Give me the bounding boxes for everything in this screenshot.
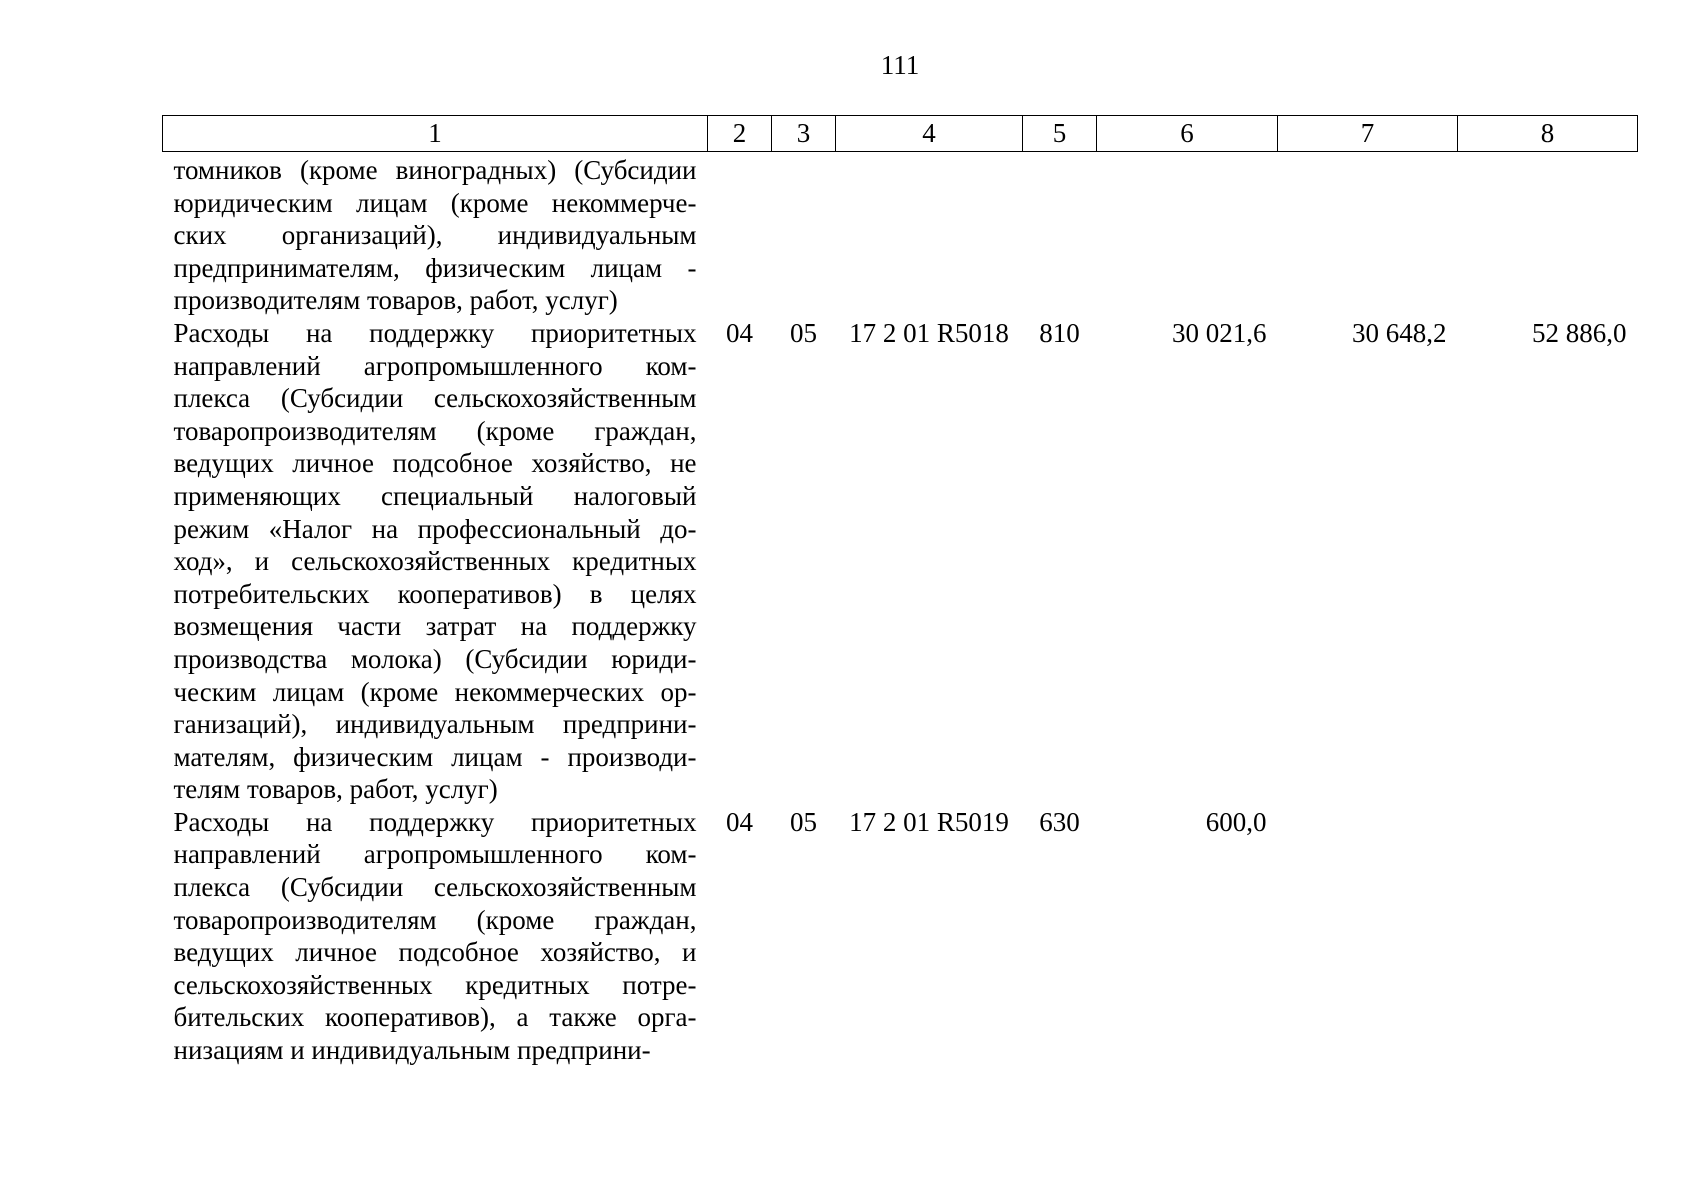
desc-line: низациям и индивидуальным предприни- [173,1035,651,1066]
amount-year-2: 30 648,2 [1352,317,1447,348]
column-header-2: 2 [708,116,772,152]
desc-line: юридическим лицам (кроме некоммерче- [173,187,697,218]
column-header-8: 8 [1458,116,1638,152]
desc-line: товаропроизводителям (кроме граждан, [173,904,697,935]
expense-type-code: 630 [1039,806,1080,837]
column-header-3: 3 [772,116,836,152]
desc-line: производства молока) (Субсидии юриди- [173,643,697,674]
expense-type-code [1023,152,1097,317]
column-header-1: 1 [163,116,708,152]
column-header-7: 7 [1278,116,1458,152]
expense-type-code: 810 [1039,317,1080,348]
desc-line: ганизаций), индивидуальным предприни- [173,709,697,740]
row-description [163,317,708,806]
target-article-code: 17 2 01 R5018 [849,317,1009,348]
desc-line: производителям товаров, работ, услуг) [173,285,618,316]
desc-line: применяющих специальный налоговый [173,480,697,511]
desc-line: режим «Налог на профессиональный до- [173,513,697,544]
desc-line: направлений агропромышленного ком- [173,839,697,870]
amount-year-2 [1278,152,1458,317]
amount-year-3: 52 886,0 [1532,317,1627,348]
amount-year-1: 600,0 [1205,806,1267,837]
desc-line: бительских кооперативов), а также орга- [173,1002,697,1033]
desc-line: ведущих личное подсобное хозяйство, и [173,937,697,968]
subsection-code: 05 [790,806,817,837]
desc-line: Расходы на поддержку приоритетных [173,806,697,837]
subsection-code [772,152,836,317]
target-article-code [836,152,1023,317]
desc-line: направлений агропромышленного ком- [173,350,697,381]
desc-line: сельскохозяйственных кредитных потре- [173,969,697,1000]
amount-year-3 [1458,152,1638,317]
desc-line: возмещения части затрат на поддержку [173,611,697,642]
page-number: 111 [880,50,920,80]
desc-line: ход», и сельскохозяйственных кредитных [173,546,697,577]
section-code: 04 [726,806,753,837]
amount-year-1 [1097,152,1278,317]
desc-line: товаропроизводителям (кроме граждан, [173,415,697,446]
amount-year-2 [1278,806,1458,1067]
table-row [163,152,1638,317]
target-article-code: 17 2 01 R5019 [849,806,1009,837]
desc-line: ских организаций), индивидуальным [173,220,697,251]
desc-line: мателям, физическим лицам - производи- [173,741,697,772]
column-header-6: 6 [1097,116,1278,152]
column-header-5: 5 [1023,116,1097,152]
amount-year-3 [1458,806,1638,1067]
desc-line: ческим лицам (кроме некоммерческих ор- [173,676,697,707]
table-row [163,806,1638,1067]
desc-line: Расходы на поддержку приоритетных [173,317,697,348]
desc-line: плекса (Субсидии сельскохозяйственным [173,383,697,414]
desc-line: потребительских кооперативов) в целях [173,578,697,609]
row-description [163,152,708,317]
amount-year-1: 30 021,6 [1172,317,1267,348]
desc-line: ведущих личное подсобное хозяйство, не [173,448,697,479]
header-row [163,116,1638,152]
table-row [163,317,1638,806]
subsection-code: 05 [790,317,817,348]
section-code [708,152,772,317]
section-code: 04 [726,317,753,348]
desc-line: томников (кроме виноградных) (Субсидии [173,155,697,185]
desc-line: телям товаров, работ, услуг) [173,774,498,805]
desc-line: плекса (Субсидии сельскохозяйственным [173,872,697,903]
desc-line: предпринимателям, физическим лицам - [173,252,697,283]
column-header-4: 4 [836,116,1023,152]
budget-table [162,115,1638,1067]
row-description [163,806,708,1067]
